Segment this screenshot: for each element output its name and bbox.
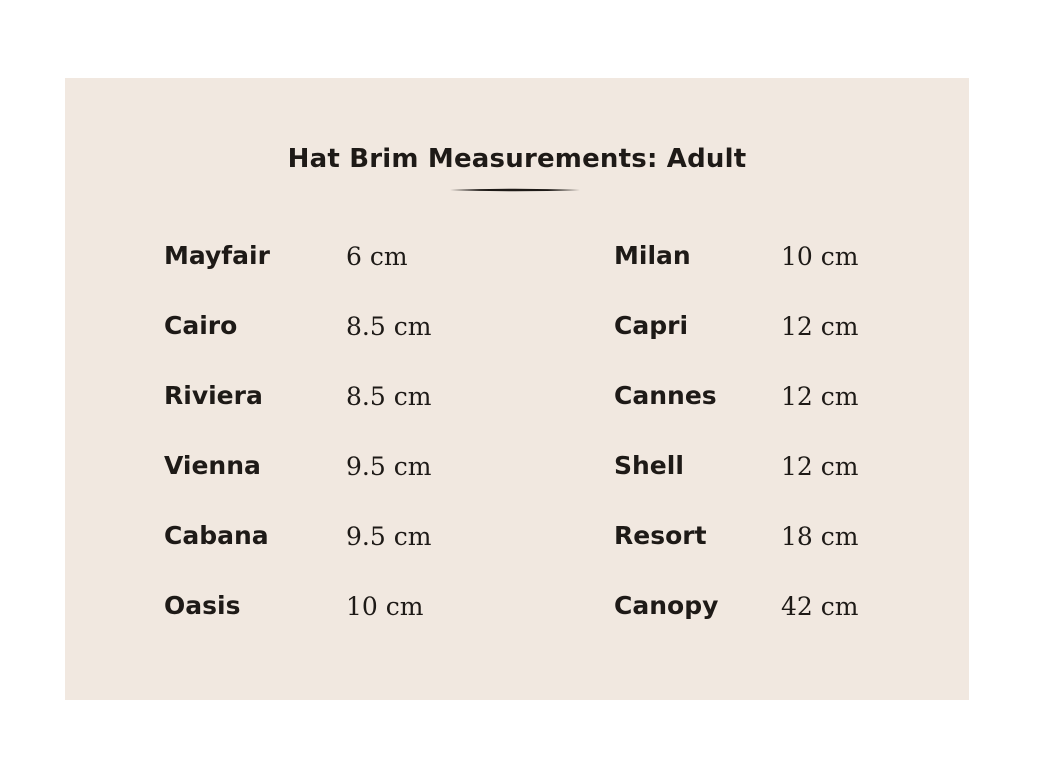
brim-value: 8.5 cm	[346, 382, 432, 411]
brim-value: 10 cm	[346, 592, 424, 621]
hat-name: Riviera	[164, 381, 263, 410]
brim-value: 12 cm	[781, 312, 859, 341]
brim-value: 18 cm	[781, 522, 859, 551]
brim-value: 42 cm	[781, 592, 859, 621]
brim-value: 12 cm	[781, 382, 859, 411]
hat-name: Cairo	[164, 311, 238, 340]
hat-name: Oasis	[164, 591, 241, 620]
hat-name: Canopy	[614, 591, 719, 620]
brim-value: 10 cm	[781, 242, 859, 271]
hat-name: Milan	[614, 241, 691, 270]
brim-value: 12 cm	[781, 452, 859, 481]
hat-name: Cannes	[614, 381, 717, 410]
brim-value: 6 cm	[346, 242, 408, 271]
brim-value: 9.5 cm	[346, 452, 432, 481]
brim-value: 8.5 cm	[346, 312, 432, 341]
hat-name: Mayfair	[164, 241, 270, 270]
page-title: Hat Brim Measurements: Adult	[287, 144, 747, 174]
hat-name: Cabana	[164, 521, 269, 550]
hat-name: Resort	[614, 521, 707, 550]
hat-name: Shell	[614, 451, 684, 480]
brim-value: 9.5 cm	[346, 522, 432, 551]
title-underline	[450, 188, 580, 192]
hat-name: Vienna	[164, 451, 261, 480]
hat-name: Capri	[614, 311, 689, 340]
